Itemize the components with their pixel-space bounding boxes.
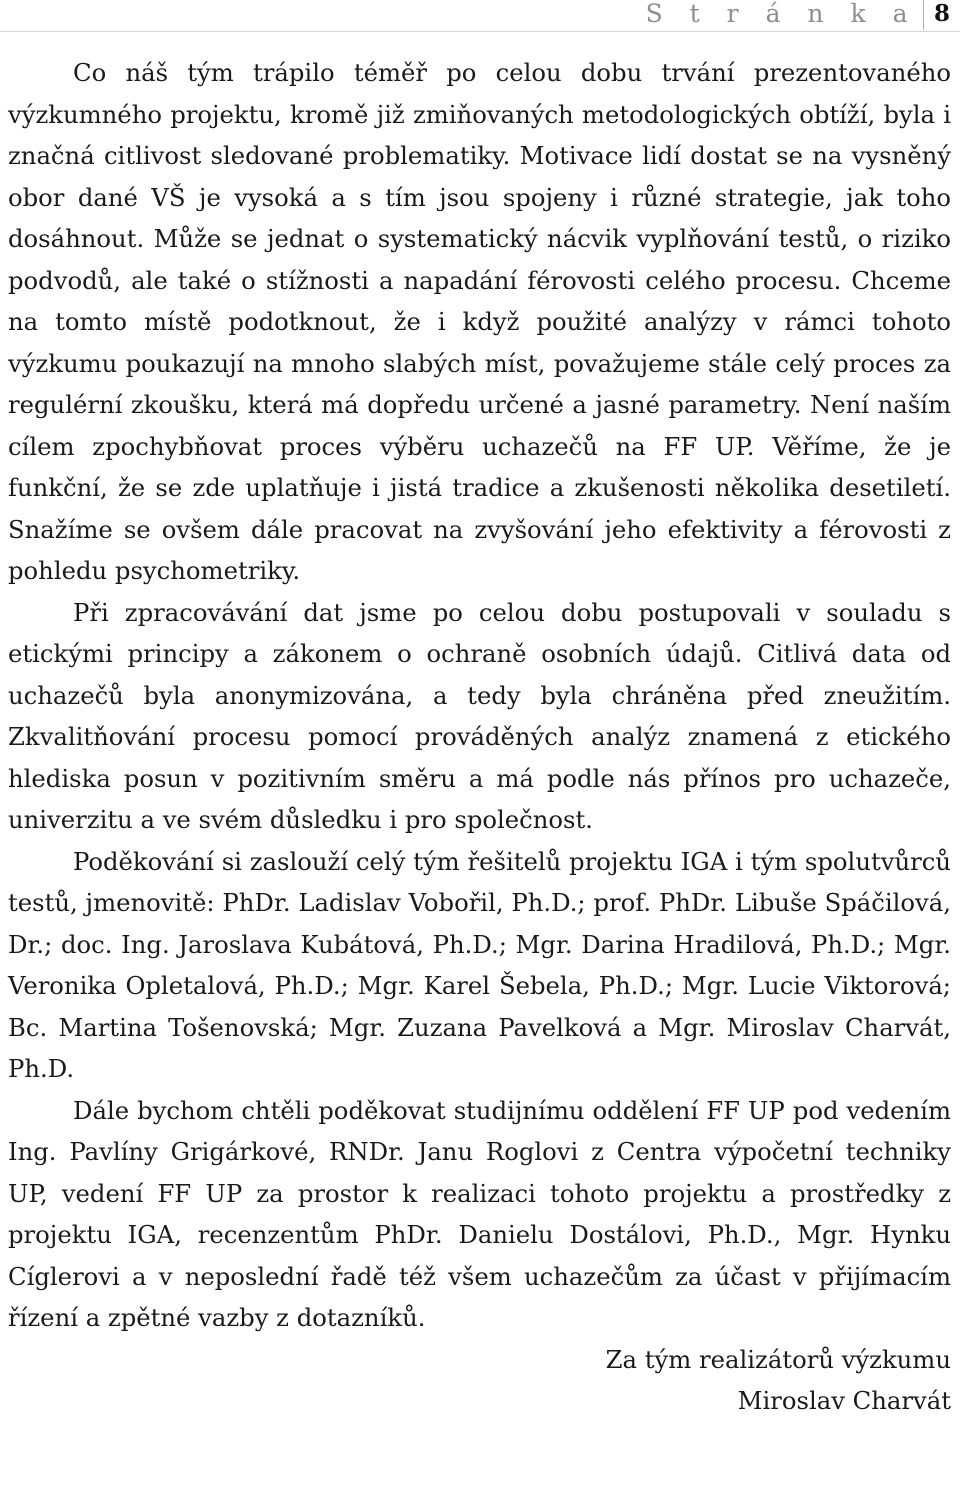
paragraph-challenges: Co náš tým trápilo téměř po celou dobu trvání prezentovaného výzkumného projektu, kromě již zmiňovaných metodologických obtíží, byla i značná citlivost sledované problematiky. Motivace lidí dostat se na vysněný obor dané VŠ je vysoká a s tím jsou spojeny i různé strategie, jak toho dosáhnout. Může se jednat o systematický nácvik vyplňování testů, o riziko podvodů, ale také o stížnosti a napadání férovosti celého procesu. Chceme na tomto místě podotknout, že i když použité analýzy v rámci tohoto výzkumu poukazují na mnoho slabých míst, považujeme stále celý proces za regulérní zkoušku, která má dopředu určené a jasné parametry. Není naším cílem zpochybňovat proces výběru uchazečů na FF UP. Věříme, že je funkční, že se zde uplatňuje i jistá tradice a zkušenosti několika desetiletí. Snažíme se ovšem dále pracovat na zvyšování jeho efektivity a férovosti z pohledu psychometriky. (8, 58, 951, 585)
page-number: 8 (933, 0, 950, 27)
page-header (646, 0, 950, 30)
header-rule (0, 31, 960, 32)
header-divider (923, 0, 924, 30)
page-body (8, 52, 951, 1422)
paragraph-ethics: Při zpracovávání dat jsme po celou dobu postupovali v souladu s etickými principy a zákonem o ochraně osobních údajů. Citlivá data od uchazečů byla anonymizována, a tedy byla chráněna před zneužitím. Zkvalitňování procesu pomocí prováděných analýz znamená z etického hlediska posun v pozitivním směru a má podle nás přínos pro uchazeče, univerzitu a ve svém důsledku i pro společnost. (8, 597, 951, 834)
paragraph-acknowledgement-others: Dále bychom chtěli poděkovat studijnímu oddělení FF UP pod vedením Ing. Pavlíny Grigárkové, RNDr. Janu Roglovi z Centra výpočetní techniky UP, vedení FF UP za prostor k realizaci tohoto projektu a prostředky z projektu IGA, recenzentům PhDr. Danielu Dostálovi, Ph.D., Mgr. Hynku Cíglerovi a v neposlední řadě též všem uchazečům za účast v přijímacím řízení a zpětné vazby z dotazníků. (8, 1095, 951, 1332)
signature-line-team: Za tým realizátorů výzkumu (605, 1344, 951, 1374)
signature-line-author: Miroslav Charvát (737, 1386, 951, 1415)
page-label: S t r á n k a (645, 0, 917, 28)
paragraph-acknowledgement-team: Poděkování si zaslouží celý tým řešitelů projektu IGA i tým spolutvůrců testů, jmenovitě: PhDr. Ladislav Vobořil, Ph.D.; prof. PhDr. Libuše Spáčilová, Dr.; doc. Ing. Jaroslava Kubátová, Ph.D.; Mgr. Darina Hradilová, Ph.D.; Mgr. Veronika Opletalová, Ph.D.; Mgr. Karel Šebela, Ph.D.; Mgr. Lucie Viktorová; Bc. Martina Tošenovská; Mgr. Zuzana Pavelková a Mgr. Miroslav Charvát, Ph.D. (8, 846, 951, 1083)
